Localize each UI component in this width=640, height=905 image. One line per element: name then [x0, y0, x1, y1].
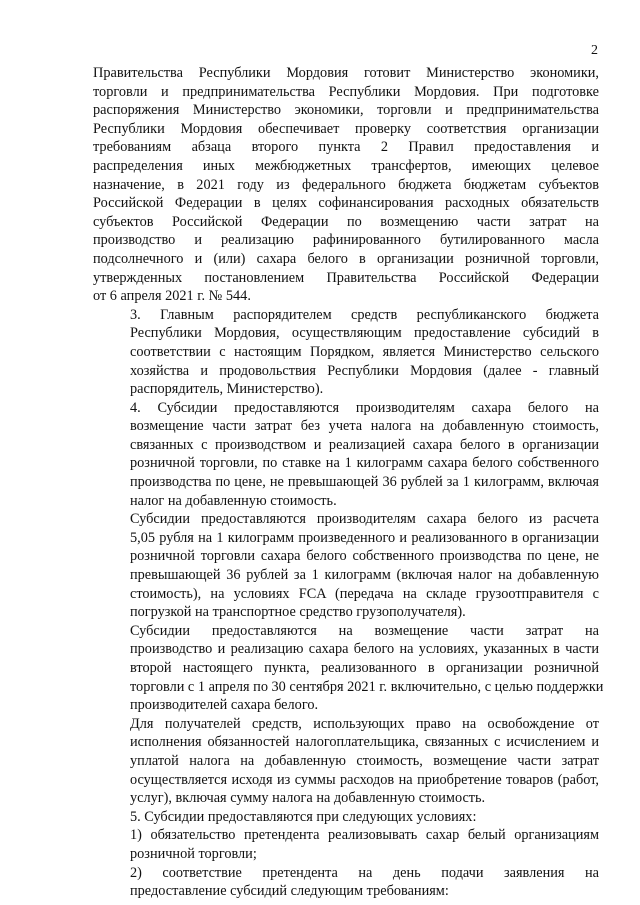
text-line: Субсидии предоставляются на возмещение части затрат на	[130, 622, 599, 639]
text-line: утвержденных постановлением Правительства Российской Федерации	[93, 269, 599, 286]
text-line: хозяйства и продовольствия Республики Мордовия (далее - главный	[130, 362, 599, 379]
paragraph	[93, 808, 599, 827]
text-line: погрузкой на транспортное средство грузополучателя).	[130, 604, 466, 621]
text-line: торговли с 1 апреля по 30 сентября 2021 г. включительно, с целью поддержки	[130, 678, 604, 695]
paragraph	[93, 306, 599, 399]
text-line: Республики Мордовия обеспечивает проверку соответствия организации	[93, 120, 599, 137]
text-line: осуществляется исходя из суммы расходов на приобретение товаров (работ,	[130, 771, 599, 788]
text-line: требованиям абзаца второго пункта 2 Правил предоставления и	[93, 139, 599, 156]
text-line: стоимость), на условиях FCA (передача на складе грузоотправителя с	[130, 585, 599, 602]
page-number: 2	[591, 43, 598, 58]
text-line: от 6 апреля 2021 г. № 544.	[93, 288, 251, 305]
text-line: исполнения обязанностей налогоплательщика, связанных с исчислением и	[130, 734, 599, 751]
text-line: Субсидии предоставляются производителям сахара белого из расчета	[130, 511, 599, 528]
text-line: распорядитель, Министерство).	[130, 381, 324, 398]
text-line: Российской Федерации в целях софинансирования расходных обязательств	[93, 195, 599, 212]
paragraph	[93, 826, 599, 863]
text-line: превышающей 36 рублей за 1 килограмм (включая налог на добавленную	[130, 567, 599, 584]
text-line: связанных с производством и реализацией сахара белого в организации	[130, 436, 599, 453]
text-line: 5,05 рубля на 1 килограмм произведенного и реализованного в организации	[130, 529, 599, 546]
document-body	[93, 64, 604, 901]
text-line: услуг), включая сумму налога на добавленную стоимость.	[130, 790, 486, 807]
text-line: распределения иных межбюджетных трансфертов, имеющих целевое	[93, 157, 599, 174]
text-line: Для получателей средств, использующих право на освобождение от	[130, 715, 599, 732]
text-line: распоряжения Министерство экономики, торговли и предпринимательства	[93, 102, 599, 119]
text-line: назначение, в 2021 году из федерального бюджета бюджетам субъектов	[93, 176, 599, 193]
text-line: розничной торговли сахара белого собственного производства по цене, не	[130, 548, 599, 565]
paragraph	[93, 715, 599, 808]
text-line: производство и реализацию сахара белого на условиях, указанных в части	[130, 641, 599, 658]
text-line: 2) соответствие претендента на день подачи заявления на	[130, 864, 599, 881]
paragraph	[93, 399, 599, 511]
text-line: 5. Субсидии предоставляются при следующих условиях:	[130, 808, 477, 825]
paragraph	[93, 864, 599, 901]
text-line: производства по цене, не превышающей 36 рублей за 1 килограмм, включая	[130, 474, 599, 491]
paragraph	[93, 64, 599, 306]
text-line: налог на добавленную стоимость.	[130, 492, 337, 509]
text-line: торговли и предпринимательства Республики Мордовия. При подготовке	[93, 83, 599, 100]
text-line: Республики Мордовия, осуществляющим предоставление субсидий в	[130, 325, 599, 342]
text-line: 3. Главным распорядителем средств республиканского бюджета	[130, 306, 599, 323]
text-line: Правительства Республики Мордовия готовит Министерство экономики,	[93, 65, 599, 81]
text-line: розничной торговли;	[130, 845, 257, 862]
text-line: подсолнечного и (или) сахара белого в организации розничной торговли,	[93, 250, 599, 267]
text-line: предоставление субсидий следующим требованиям:	[130, 883, 449, 900]
text-line: соответствии с настоящим Порядком, является Министерство сельского	[130, 343, 599, 360]
text-line: розничной торговли, по ставке на 1 килограмм сахара белого собственного	[130, 455, 599, 472]
paragraph	[93, 510, 599, 622]
text-line: возмещение части затрат без учета налога на добавленную стоимость,	[130, 418, 599, 435]
text-line: производителей сахара белого.	[130, 697, 319, 714]
text-line: 4. Субсидии предоставляются производителям сахара белого на	[130, 399, 599, 416]
text-line: производство и реализацию рафинированного бутилированного масла	[93, 232, 599, 249]
text-line: 1) обязательство претендента реализовывать сахар белый организациям	[130, 827, 599, 844]
text-line: второй настоящего пункта, реализованного в организации розничной	[130, 660, 599, 676]
paragraph	[93, 622, 604, 715]
text-line: субъектов Российской Федерации по возмещению части затрат на	[93, 213, 599, 230]
text-line: уплатой налога на добавленную стоимость, возмещение части затрат	[130, 752, 599, 769]
